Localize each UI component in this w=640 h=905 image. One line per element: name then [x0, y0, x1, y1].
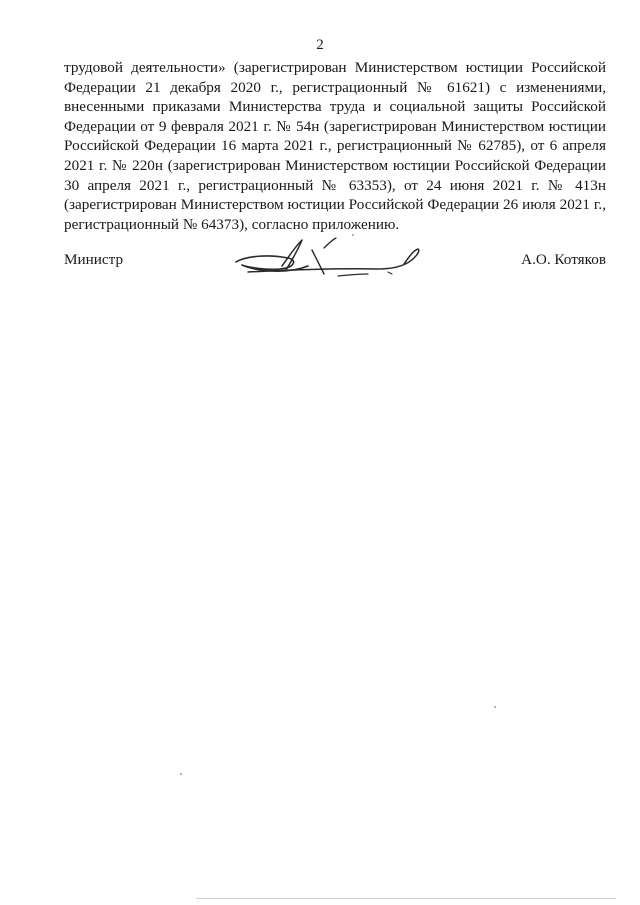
- scan-speck: [180, 773, 182, 775]
- body-paragraph: трудовой деятельности» (зарегистрирован Министерством юстиции Российской Федерации 21 декабря 2020 г., регистрационный № 61621) с изменениями, внесенными приказами Министерства труда и социальной защиты Российской Федерации от 9 февраля 2021 г. № 54н (зарегистрирован Министерством юстиции Российской Федерации 16 марта 2021 г., регистрационный № 62785), от 6 апреля 2021 г. № 220н (зарегистрирован Министерством юстиции Российской Федерации 30 апреля 2021 г., регистрационный № 63353), от 24 июня 2021 г. № 413н (зарегистрирован Министерством юстиции Российской Федерации 26 июля 2021 г., регистрационный № 64373), согласно приложению.: [64, 59, 606, 233]
- handwritten-signature-icon: [228, 236, 428, 284]
- signatory-title: Министр: [64, 251, 124, 268]
- scan-speck: [352, 234, 354, 236]
- scan-edge-line: [196, 898, 616, 899]
- page-number: 2: [316, 37, 324, 53]
- scan-speck: [494, 706, 496, 708]
- signatory-name: А.О. Котяков: [521, 251, 606, 268]
